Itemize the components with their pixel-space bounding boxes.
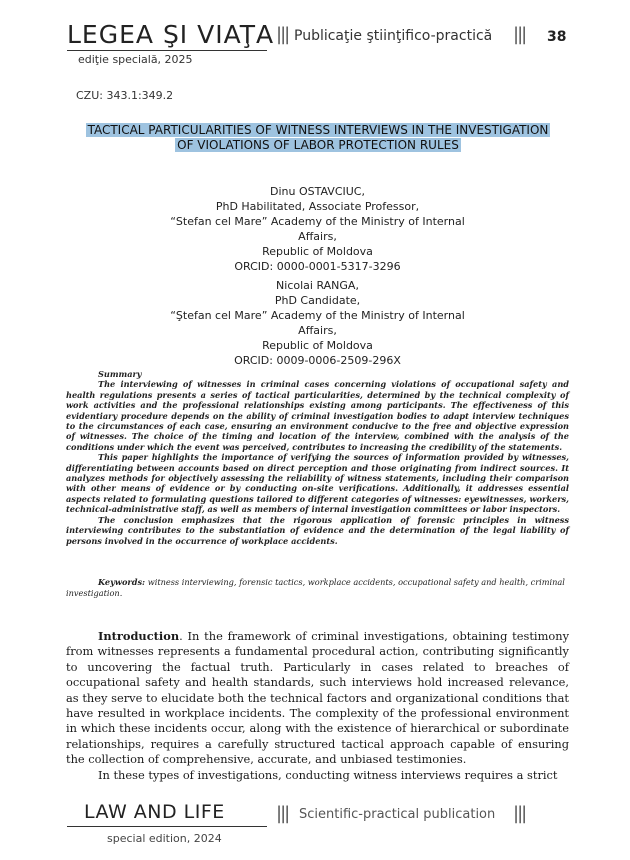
author-orcid: ORCID: 0000-0001-5317-3296 (234, 260, 401, 273)
author-country: Republic of Moldova (262, 245, 373, 258)
footer-edition: special edition, 2024 (107, 832, 222, 845)
header-separator-right: ||| (513, 24, 526, 45)
czu-code: CZU: 343.1:349.2 (76, 89, 174, 102)
title-line-2: OF VIOLATIONS OF LABOR PROTECTION RULES (177, 138, 459, 152)
author-block (160, 184, 475, 368)
article-body (66, 629, 569, 783)
journal-title: LEGEA ŞI VIAŢA (67, 20, 275, 49)
publication-type: Publicaţie ştiinţifico-practică (294, 28, 493, 44)
header-separator-left: ||| (276, 24, 289, 45)
summary-section (66, 369, 569, 546)
footer-separator-right: ||| (513, 803, 526, 824)
author-name: Dinu OSTAVCIUC, (270, 185, 365, 198)
keywords-label: Keywords: (98, 577, 146, 587)
keywords (66, 577, 569, 598)
author-name: Nicolai RANGA, (276, 279, 359, 292)
page-number: 38 (547, 29, 567, 45)
summary-paragraph: This paper highlights the importance of verifying the sources of information provided by witnesses, differentiating between accounts based on direct perception and those originating from indirect sources. It analyzes methods for objectively assessing the reliability of witness statements, including their comparison with other means of evidence or by conducting on-site verifications. Additionally, it addresses essential aspects related to formulating questions tailored to different categories of witnesses: eyewitnesses, workers, technical-administrative staff, as well as members of internal investigation committees or labor inspectors. (66, 452, 569, 515)
introduction-label: Introduction (98, 629, 180, 643)
author-affiliation: “Ştefan cel Mare” Academy of the Ministry of Internal Affairs, (170, 309, 465, 337)
footer-publication-type: Scientific-practical publication (299, 807, 496, 822)
author-country: Republic of Moldova (262, 339, 373, 352)
body-paragraph (66, 629, 569, 768)
keywords-text: witness interviewing, forensic tactics, workplace accidents, occupational safety and health, criminal investigation. (66, 577, 565, 598)
author-degree: PhD Habilitated, Associate Professor, (215, 200, 420, 213)
footer-journal-title: LAW AND LIFE (84, 801, 225, 823)
introduction-text: . In the framework of criminal investigations, obtaining testimony from witnesses represents a fundamental procedural action, contributing significantly to uncovering the factual truth. Particularly in cases related to breaches of occupational safety and health standards, such interviews hold increased relevance, as they serve to elucidate both the technical factors and organizational conditions that have resulted in workplace incidents. The complexity of the professional environment in which these incidents occur, along with the existence of hierarchical or subordinate relationships, requires a carefully structured tactical approach capable of ensuring the collection of comprehensive, accurate, and unbiased testimonies. (66, 629, 569, 767)
footer-rule (67, 826, 267, 827)
footer-separator-left: ||| (276, 803, 289, 824)
title-line-1: TACTICAL PARTICULARITIES OF WITNESS INTERVIEWS IN THE INVESTIGATION (87, 123, 549, 137)
summary-paragraph: The interviewing of witnesses in criminal cases concerning violations of occupational safety and health regulations presents a series of tactical particularities, determined by the technical complexity of work activities and the professional relationships existing among participants. The effectiveness of this evidentiary procedure depends on the ability of criminal investigation bodies to adapt interview techniques to the circumstances of each case, ensuring an environment conducive to the free and objective expression of witnesses. The choice of the timing and location of the interview, combined with the analysis of the conditions under which the event was perceived, contributes to increasing the credibility of the statements. (66, 379, 569, 452)
summary-paragraph: The conclusion emphasizes that the rigorous application of forensic principles in witness interviewing contributes to the substantiation of evidence and the determination of the legal liability of persons involved in the occurrence of workplace accidents. (66, 514, 569, 546)
body-paragraph: In these types of investigations, conducting witness interviews requires a strict (98, 767, 558, 782)
article-title (62, 123, 574, 153)
author-orcid: ORCID: 0009-0006-2509-296X (234, 354, 401, 367)
summary-heading: Summary (98, 369, 142, 379)
author-affiliation: “Stefan cel Mare” Academy of the Ministry of Internal Affairs, (170, 215, 465, 243)
journal-edition: ediţie specială, 2025 (78, 53, 193, 66)
header-rule (67, 50, 267, 51)
author-degree: PhD Candidate, (274, 294, 361, 307)
